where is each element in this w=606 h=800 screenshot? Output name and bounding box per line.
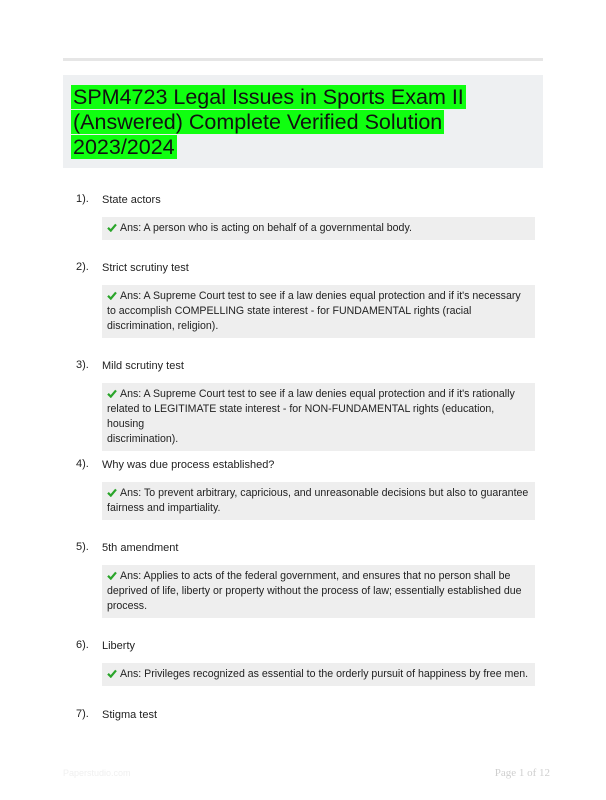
answer-line: Ans: A Supreme Court test to see if a law denies equal protection and if it's necessary bbox=[120, 290, 521, 302]
answer-box bbox=[102, 663, 535, 686]
question-text: Why was due process established? bbox=[102, 459, 275, 471]
question-text: 5th amendment bbox=[102, 542, 179, 554]
checkmark-icon bbox=[107, 488, 117, 497]
answer-line: process. bbox=[107, 600, 148, 612]
question-number: 6). bbox=[76, 639, 89, 651]
question-text: Stigma test bbox=[102, 709, 158, 721]
checkmark-icon bbox=[107, 223, 117, 232]
question-text: State actors bbox=[102, 194, 161, 206]
question-number: 4). bbox=[76, 458, 89, 470]
answer-line: fairness and impartiality. bbox=[107, 502, 221, 514]
answer-line: discrimination, religion). bbox=[107, 320, 219, 332]
checkmark-icon bbox=[107, 571, 117, 580]
checkmark-icon bbox=[107, 389, 117, 398]
title-line-3: 2023/2024 bbox=[73, 135, 175, 159]
title-box bbox=[63, 75, 543, 168]
footer-watermark: Paperstudio.com bbox=[63, 768, 131, 778]
question-number: 7). bbox=[76, 708, 89, 720]
answer-line: Ans: Applies to acts of the federal government, and ensures that no person shall be bbox=[120, 570, 511, 582]
question-text: Strict scrutiny test bbox=[102, 262, 189, 274]
question-number: 2). bbox=[76, 261, 89, 273]
answer-line: Ans: To prevent arbitrary, capricious, and unreasonable decisions but also to guarantee bbox=[120, 487, 529, 499]
answer-line: Ans: A person who is acting on behalf of a governmental body. bbox=[120, 222, 412, 234]
question-number: 5). bbox=[76, 541, 89, 553]
page-indicator: Page 1 of 12 bbox=[494, 767, 550, 779]
question-text: Liberty bbox=[102, 640, 136, 652]
answer-line: to accomplish COMPELLING state interest - for FUNDAMENTAL rights (racial bbox=[107, 305, 472, 317]
answer-box bbox=[102, 217, 535, 240]
checkmark-icon bbox=[107, 291, 117, 300]
top-divider bbox=[63, 58, 543, 61]
document-title bbox=[71, 85, 466, 160]
title-line-1: SPM4723 Legal Issues in Sports Exam II bbox=[73, 85, 464, 109]
title-line-2: (Answered) Complete Verified Solution bbox=[73, 110, 443, 134]
checkmark-icon bbox=[107, 669, 117, 678]
answer-box bbox=[102, 565, 535, 618]
answer-box bbox=[102, 285, 535, 338]
question-number: 3). bbox=[76, 359, 89, 371]
answer-line: discrimination). bbox=[107, 433, 179, 445]
answer-line: Ans: Privileges recognized as essential to the orderly pursuit of happiness by free men. bbox=[120, 668, 529, 680]
answer-line: deprived of life, liberty or property without the process of law; essentially established due bbox=[107, 585, 522, 597]
answer-box bbox=[102, 383, 535, 451]
answer-box bbox=[102, 482, 535, 520]
answer-line: related to LEGITIMATE state interest - for NON-FUNDAMENTAL rights (education, housing bbox=[107, 403, 495, 430]
question-number: 1). bbox=[76, 193, 89, 205]
question-text: Mild scrutiny test bbox=[102, 360, 184, 372]
answer-line: Ans: A Supreme Court test to see if a law denies equal protection and if it's rationally bbox=[120, 388, 515, 400]
